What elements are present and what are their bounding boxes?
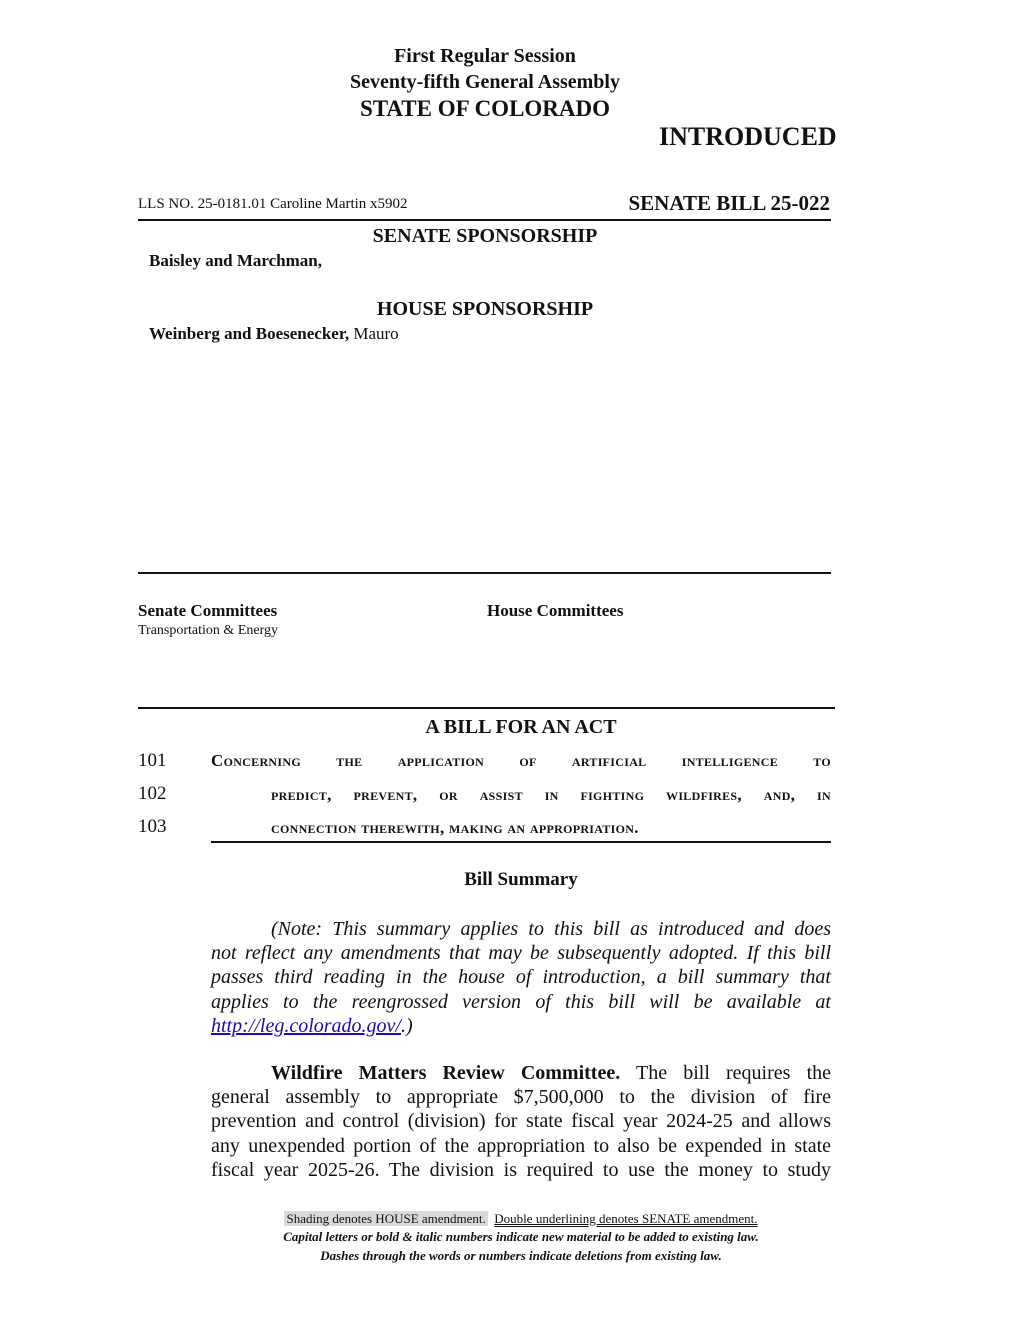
paragraph-line <box>211 1061 831 1085</box>
house-amendment-note: Shading denotes HOUSE amendment. <box>286 1211 486 1226</box>
leg-colorado-link[interactable]: http://leg.colorado.gov/ <box>211 1014 401 1037</box>
act-title-line: Concerning the application of artificial intelligence to <box>211 751 831 770</box>
summary-note <box>211 917 831 1038</box>
note-line-last <box>211 1014 831 1038</box>
line-number: 102 <box>138 783 167 804</box>
act-title-line: predict, prevent, or assist in fighting wildfires, and, in <box>271 785 831 804</box>
act-top-divider <box>138 707 835 709</box>
paragraph-text: The bill requires the <box>620 1062 832 1084</box>
act-title-line: connection therewith, making an appropriation. <box>271 818 639 837</box>
bill-number: SENATE BILL 25-022 <box>628 191 830 215</box>
act-bottom-divider <box>211 841 831 843</box>
house-committees-heading: House Committees <box>487 601 624 620</box>
note-line: not reflect any amendments that may be subsequently adopted. If this bill <box>211 942 831 965</box>
house-sponsors-secondary: Mauro <box>349 324 399 343</box>
house-sponsors-primary: Weinberg and Boesenecker, <box>149 324 350 343</box>
senate-sponsorship-heading: SENATE SPONSORSHIP <box>372 225 598 247</box>
header-divider <box>138 219 831 221</box>
house-sponsorship-heading: HOUSE SPONSORSHIP <box>376 298 594 320</box>
paragraph-lead: Wildfire Matters Review Committee. <box>271 1062 621 1084</box>
status-label: INTRODUCED <box>659 122 837 151</box>
note-line: passes third reading in the house of introduction, a bill summary that <box>211 966 831 989</box>
note-end: .) <box>400 1014 413 1037</box>
act-heading: A BILL FOR AN ACT <box>425 716 617 738</box>
line-number: 101 <box>138 750 167 771</box>
footer-legend-line <box>0 1211 1024 1227</box>
senate-committees-heading: Senate Committees <box>138 601 278 620</box>
senate-amendment-note: Double underlining denotes SENATE amendment. <box>494 1211 758 1226</box>
paragraph-line: prevention and control (division) for state fiscal year 2024-25 and allows <box>211 1110 831 1133</box>
assembly-title: Seventy-fifth General Assembly <box>350 71 620 93</box>
senate-committees-list: Transportation & Energy <box>138 623 278 638</box>
session-title: First Regular Session <box>394 45 576 67</box>
line-number: 103 <box>138 816 167 837</box>
paragraph-line: general assembly to appropriate $7,500,000 to the division of fire <box>211 1086 831 1109</box>
note-line: (Note: This summary applies to this bill as introduced and does <box>271 918 831 940</box>
footer-dashes-note: Dashes through the words or numbers indicate deletions from existing law. <box>320 1248 722 1263</box>
lls-number: LLS NO. 25-0181.01 Caroline Martin x5902 <box>138 196 408 212</box>
summary-heading: Bill Summary <box>464 869 578 890</box>
paragraph-line: fiscal year 2025-26. The division is required to use the money to study <box>211 1158 831 1181</box>
state-title: STATE OF COLORADO <box>359 96 611 121</box>
summary-paragraph <box>211 1061 831 1182</box>
note-line: applies to the reengrossed version of this bill will be available at <box>211 990 831 1013</box>
committees-top-divider <box>138 572 831 574</box>
paragraph-line: any unexpended portion of the appropriation to also be expended in state <box>211 1134 831 1157</box>
senate-sponsors: Baisley and Marchman, <box>149 251 323 270</box>
house-sponsors <box>149 324 399 344</box>
footer-capital-note: Capital letters or bold & italic numbers indicate new material to be added to existing law. <box>283 1229 759 1244</box>
